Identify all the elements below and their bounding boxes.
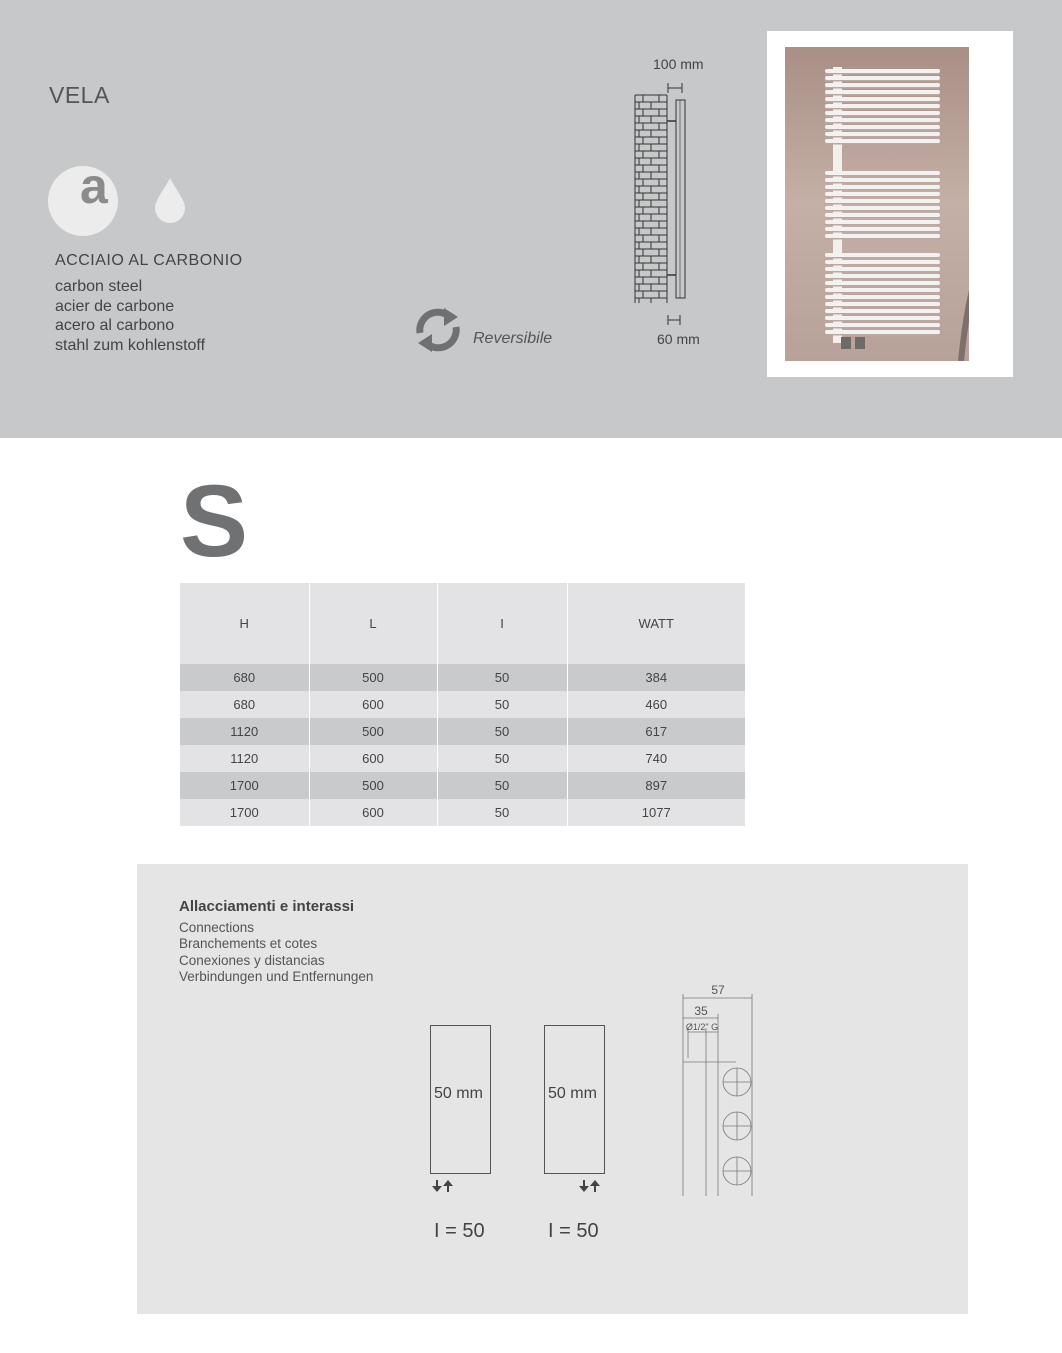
product-name: VELA	[49, 82, 110, 108]
material-badge-letter: a	[80, 158, 108, 214]
table-row	[180, 664, 745, 691]
cell-h: 1120	[180, 745, 309, 772]
thread-label: Ø1/2" G	[685, 1022, 719, 1032]
material-translation: acier de carbone	[55, 297, 175, 315]
material-translation: acero al carbono	[55, 317, 175, 334]
connections-title: Allacciamenti e interassi	[179, 898, 355, 915]
connections-translation: Connections	[179, 920, 255, 935]
cell-h: 1700	[180, 799, 309, 826]
connection-box-label: 50 mm	[434, 1085, 483, 1102]
table-row	[180, 718, 745, 745]
wall-profile-drawing	[625, 55, 705, 327]
reversible-arrows-icon	[410, 305, 466, 355]
cell-l: 500	[309, 664, 437, 691]
cell-i: 50	[437, 664, 567, 691]
column-header-h: H	[180, 583, 309, 664]
cell-watt: 1077	[567, 799, 745, 826]
cell-i: 50	[437, 718, 567, 745]
connections-translation: Branchements et cotes	[179, 936, 318, 952]
column-header-i: I	[437, 583, 567, 664]
table-row	[180, 691, 745, 718]
cell-h: 680	[180, 664, 309, 691]
cell-i: 50	[437, 745, 567, 772]
cell-i: 50	[437, 691, 567, 718]
connections-translations	[179, 920, 373, 985]
connection-detail-drawing	[676, 980, 766, 1200]
cell-l: 500	[309, 718, 437, 745]
product-photo-frame	[767, 31, 1013, 377]
connection-diagram-box	[544, 1025, 605, 1174]
flow-arrows-icon	[578, 1178, 604, 1194]
connections-translation: Verbindungen und Entfernungen	[179, 968, 374, 984]
connection-value: I = 50	[434, 1220, 485, 1242]
table-row	[180, 772, 745, 799]
cell-watt: 617	[567, 718, 745, 745]
table-row	[180, 745, 745, 772]
cell-i: 50	[437, 772, 567, 799]
specification-table	[180, 583, 745, 826]
cell-l: 600	[309, 691, 437, 718]
cell-h: 680	[180, 691, 309, 718]
water-drop-icon	[152, 176, 188, 224]
material-translation: carbon steel	[55, 278, 143, 295]
model-letter: S	[180, 464, 249, 578]
table-row	[180, 799, 745, 826]
cell-watt: 740	[567, 745, 745, 772]
cell-i: 50	[437, 799, 567, 826]
cell-watt: 384	[567, 664, 745, 691]
product-photo	[785, 47, 969, 361]
connection-value: I = 50	[548, 1220, 599, 1242]
cell-l: 600	[309, 799, 437, 826]
material-title: ACCIAIO AL CARBONIO	[55, 252, 243, 269]
connection-box-label: 50 mm	[548, 1085, 597, 1102]
connections-panel	[137, 864, 968, 1314]
dimension-total-label: 57	[711, 983, 725, 997]
product-header	[0, 0, 1062, 438]
cell-l: 500	[309, 772, 437, 799]
cell-h: 1700	[180, 772, 309, 799]
cell-h: 1120	[180, 718, 309, 745]
material-translation: stahl zum kohlenstoff	[55, 336, 206, 354]
connection-diagram-box	[430, 1025, 491, 1174]
cell-watt: 897	[567, 772, 745, 799]
reversible-label: Reversibile	[473, 330, 553, 347]
column-header-watt: WATT	[567, 583, 745, 664]
cell-l: 600	[309, 745, 437, 772]
flow-arrows-icon	[431, 1178, 457, 1194]
dimension-center-label: 35	[694, 1004, 708, 1018]
column-header-l: L	[309, 583, 437, 664]
dimension-bottom-label: 60 mm	[657, 331, 700, 347]
dimension-top-label: 100 mm	[653, 56, 704, 72]
connections-translation: Conexiones y distancias	[179, 952, 325, 968]
material-translations	[55, 277, 205, 355]
table-header-row	[180, 583, 745, 664]
cell-watt: 460	[567, 691, 745, 718]
